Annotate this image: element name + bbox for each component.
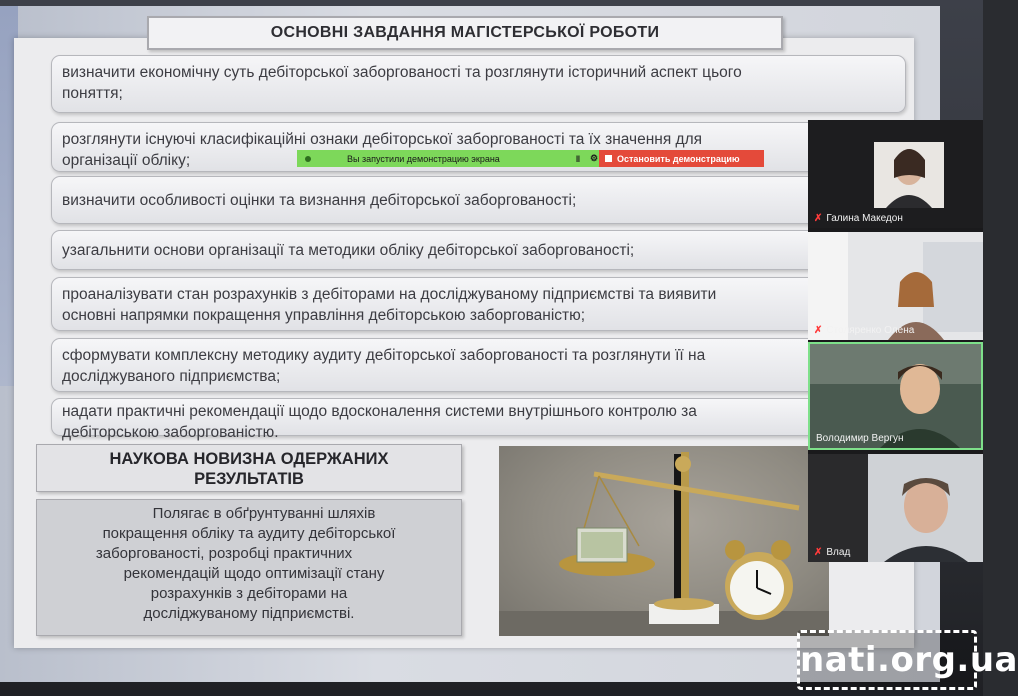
- novelty-heading-line: НАУКОВА НОВИЗНА ОДЕРЖАНИХ: [109, 450, 389, 468]
- novelty-line: покращення обліку та аудиту дебіторської: [102, 525, 396, 542]
- task-text: узагальнити основи організації та методики обліку дебіторської заборгованості;: [62, 242, 635, 259]
- slide-title: ОСНОВНІ ЗАВДАННЯ МАГІСТЕРСЬКОЇ РОБОТИ: [147, 16, 783, 50]
- task-item: [51, 176, 906, 224]
- task-text: визначити особливості оцінки та визнання дебіторської заборгованості;: [62, 192, 577, 209]
- participant-name: Столяренко Олена: [826, 325, 915, 336]
- task-text: дебіторською заборгованістю.: [62, 424, 279, 441]
- participant-name-label: [814, 325, 914, 336]
- stop-share-button[interactable]: [599, 150, 764, 167]
- novelty-line: Полягає в обґрунтуванні шляхів: [152, 505, 376, 522]
- participant-name: Галина Македон: [826, 213, 903, 224]
- novelty-line: заборгованості, розробці практичних: [95, 545, 353, 562]
- stop-icon: [605, 155, 612, 162]
- task-text: поняття;: [62, 85, 123, 102]
- muted-mic-icon: ✗: [814, 547, 823, 558]
- scales-illustration: [499, 446, 829, 636]
- share-status-icon: [305, 156, 311, 162]
- participant-name: Влад: [826, 547, 851, 558]
- task-text: розглянути існуючі класифікаційні ознаки дебіторської заборгованості та їх значення для: [62, 131, 703, 148]
- task-text: сформувати комплексну методику аудиту дебіторської заборгованості та розглянути її на: [62, 347, 706, 364]
- task-text: проаналізувати стан розрахунків з дебіторами на досліджуваному підприємстві та виявити: [62, 286, 717, 303]
- task-item: [51, 338, 906, 392]
- participant-video: [808, 120, 983, 228]
- task-text: надати практичні рекомендації щодо вдосконалення системи внутрішнього контролю за: [62, 403, 697, 420]
- task-text: досліджуваного підприємства;: [62, 368, 281, 385]
- scales-money-clock-image: [499, 446, 829, 636]
- participant-video: [808, 454, 983, 562]
- participant-name-label: [816, 433, 904, 444]
- participant-name-label: [814, 213, 903, 224]
- task-item: [51, 277, 906, 331]
- share-status-text: Вы запустили демонстрацию экрана: [347, 153, 500, 164]
- participant-tile[interactable]: [808, 120, 983, 228]
- participant-name-label: [814, 547, 850, 558]
- muted-mic-icon: ✗: [814, 325, 823, 336]
- site-watermark-logo: nati.org.ua: [797, 630, 977, 690]
- participant-name: Володимир Вергун: [816, 433, 904, 444]
- stop-share-label: Остановить демонстрацию: [617, 153, 740, 164]
- task-item: [51, 230, 906, 270]
- pause-icon[interactable]: ‖: [575, 153, 581, 164]
- participant-video: [808, 232, 983, 340]
- novelty-text-box: [36, 499, 462, 636]
- novelty-line: розрахунків з дебіторами на: [150, 585, 348, 602]
- novelty-line: досліджуваному підприємстві.: [143, 605, 355, 622]
- novelty-heading-line: РЕЗУЛЬТАТІВ: [194, 470, 304, 488]
- participants-panel: [808, 120, 983, 562]
- screen-share-status: [297, 150, 599, 167]
- muted-mic-icon: ✗: [814, 213, 823, 224]
- participant-tile[interactable]: [808, 454, 983, 562]
- task-text: визначити економічну суть дебіторської заборгованості та розглянути історичний аспект цього: [62, 64, 742, 81]
- novelty-heading: [36, 444, 462, 492]
- participant-tile-active-speaker[interactable]: [808, 342, 983, 450]
- task-text: організації обліку;: [62, 152, 191, 169]
- task-text: основні напрямки покращення управління дебіторською заборгованістю;: [62, 307, 586, 324]
- task-item: [51, 55, 906, 113]
- novelty-line: рекомендацій щодо оптимізації стану: [123, 565, 385, 582]
- participant-tile[interactable]: [808, 232, 983, 340]
- presentation-slide: [14, 24, 914, 648]
- settings-icon[interactable]: ⚙: [589, 153, 599, 163]
- screen-share-notification-bar: [297, 150, 764, 167]
